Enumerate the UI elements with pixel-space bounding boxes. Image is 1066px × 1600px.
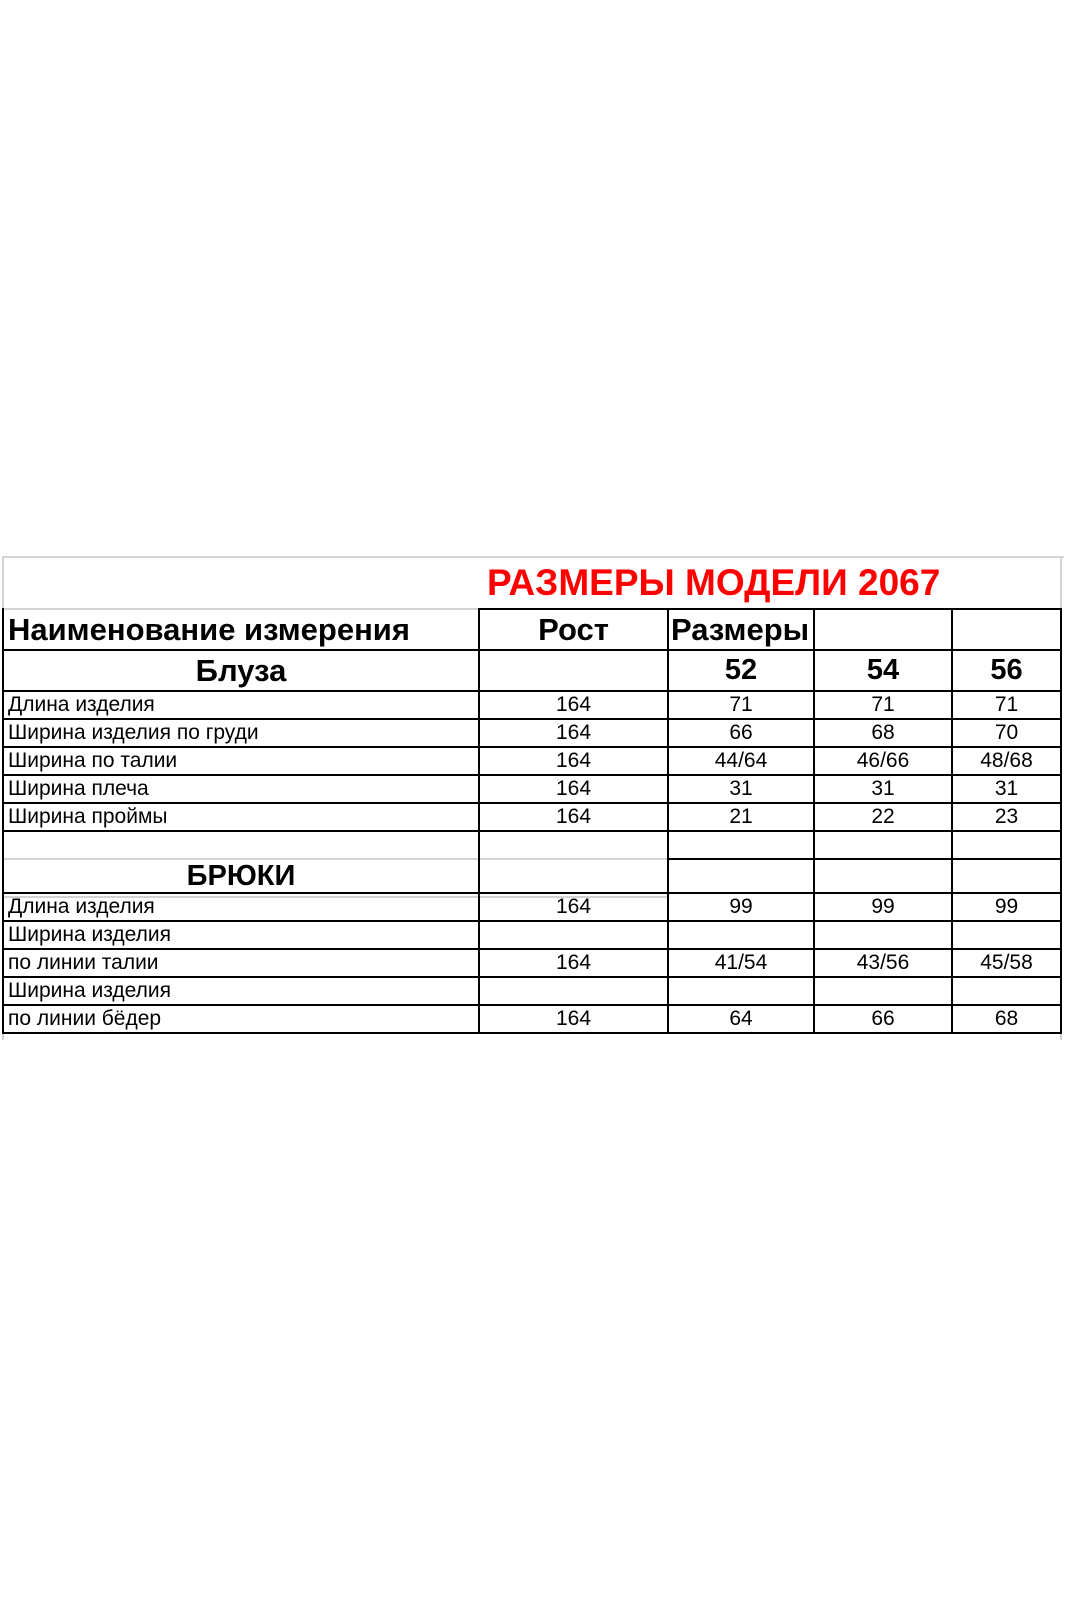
row-value: 48/68 (980, 749, 1033, 772)
size-56: 56 (990, 654, 1023, 686)
row-value: 68 (871, 721, 895, 744)
table-border (2, 830, 1062, 832)
row-value: 71 (729, 693, 753, 716)
row-value: 31 (994, 777, 1019, 800)
page-title: РАЗМЕРЫ МОДЕЛИ 2067 (487, 562, 941, 603)
header-height: Рост (538, 611, 609, 647)
row-height: 164 (555, 721, 592, 744)
row-height (480, 922, 667, 948)
row-value: 46/66 (856, 749, 910, 772)
row-value (815, 922, 951, 948)
table-border (2, 1032, 1062, 1034)
row-value (669, 922, 813, 948)
header-sizes: Размеры (671, 611, 810, 647)
row-value: 43/56 (856, 951, 910, 974)
row-height (480, 978, 667, 1004)
row-value: 23 (994, 805, 1019, 828)
row-height: 164 (555, 777, 592, 800)
row-value: 66 (871, 1007, 895, 1030)
row-value: 99 (871, 895, 895, 918)
row-value: 22 (871, 805, 895, 828)
row-value (669, 978, 813, 1004)
table-border (1060, 608, 1062, 1034)
row-label: Ширина по талии (8, 749, 178, 772)
row-value: 31 (871, 777, 895, 800)
row-value: 64 (729, 1007, 753, 1030)
row-height: 164 (555, 895, 592, 918)
row-value: 44/64 (714, 749, 768, 772)
row-label: Ширина проймы (8, 805, 168, 828)
row-value: 45/58 (980, 951, 1033, 974)
header-measurement: Наименование измерения (8, 611, 410, 647)
section-title-blouse: Блуза (195, 652, 287, 688)
row-label: Ширина изделия по груди (8, 721, 259, 744)
row-label: Длина изделия (8, 895, 155, 918)
size-54: 54 (866, 654, 900, 686)
row-label: Длина изделия (8, 693, 155, 716)
size-52: 52 (724, 654, 758, 686)
row-height: 164 (555, 693, 592, 716)
table-border (667, 858, 1062, 860)
row-label: по линии бёдер (8, 1007, 162, 1030)
row-value: 21 (729, 805, 753, 828)
row-value: 71 (994, 693, 1019, 716)
row-height: 164 (555, 749, 592, 772)
row-height: 164 (555, 805, 592, 828)
row-value: 41/54 (714, 951, 768, 974)
row-value (953, 922, 1060, 948)
row-value: 99 (729, 895, 753, 918)
row-value: 70 (994, 721, 1019, 744)
size-chart-sheet (2, 556, 1064, 1040)
row-value: 99 (994, 895, 1019, 918)
row-value (815, 978, 951, 1004)
row-value: 71 (871, 693, 895, 716)
row-value: 31 (729, 777, 753, 800)
row-label: Ширина изделия (8, 923, 171, 946)
row-label: Ширина плеча (8, 777, 149, 800)
row-height: 164 (555, 1007, 592, 1030)
row-value (953, 978, 1060, 1004)
row-value: 68 (994, 1007, 1019, 1030)
row-height: 164 (555, 951, 592, 974)
section-title-trousers: БРЮКИ (186, 860, 296, 892)
row-label: по линии талии (8, 951, 159, 974)
row-value: 66 (729, 721, 753, 744)
row-label: Ширина изделия (8, 979, 171, 1002)
